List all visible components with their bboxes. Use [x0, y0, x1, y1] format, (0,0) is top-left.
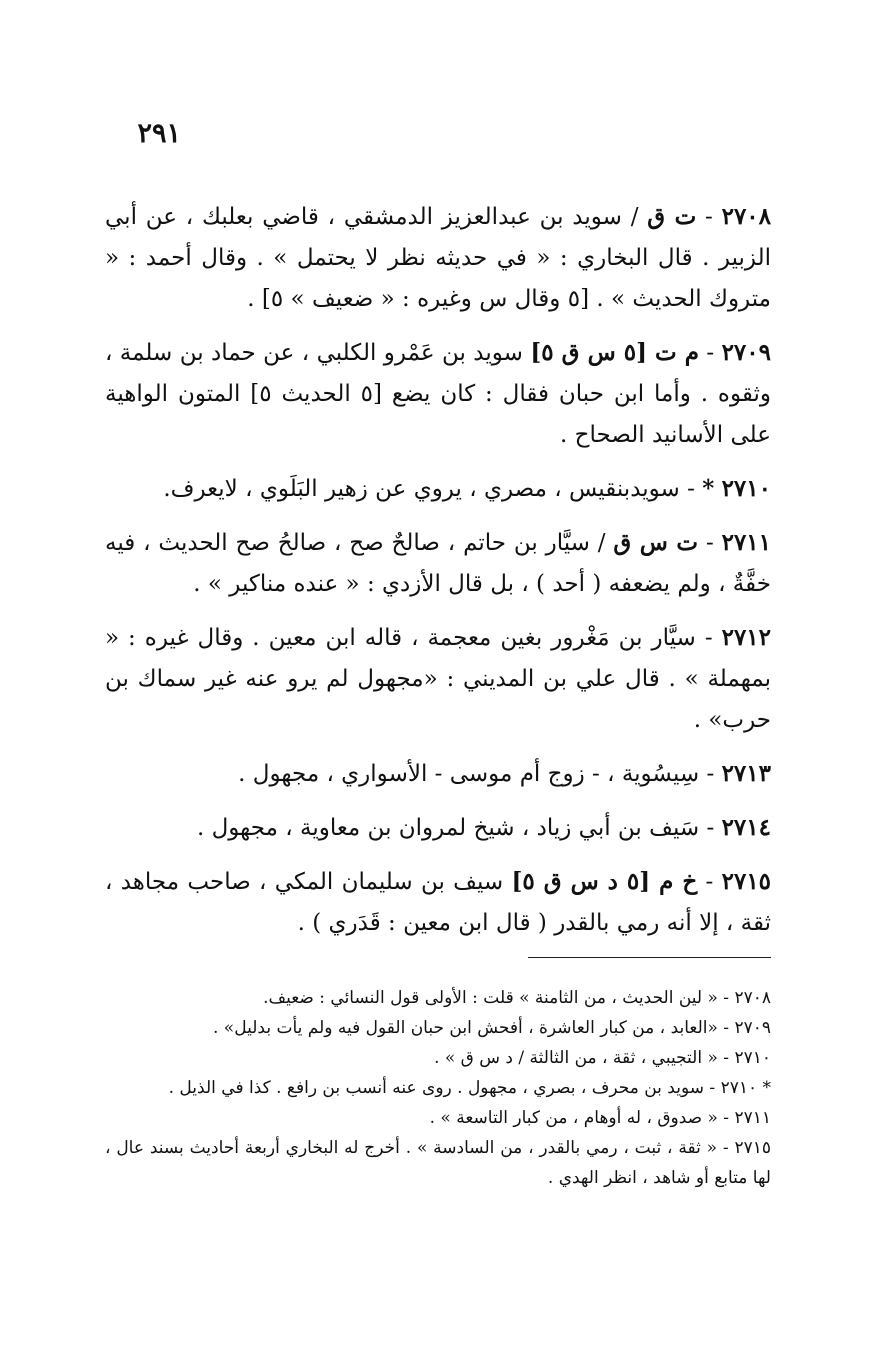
entry-2710: ٢٧١٠ * - سويدبنقيس ، مصري ، يروي عن زهير البَلَوي ، لايعرف.: [163, 475, 771, 502]
entry-number: ٢٧٠٩: [721, 339, 771, 366]
entry-code: ت س ق: [613, 529, 699, 556]
page-number: ٢٩١: [137, 118, 181, 149]
footnote-2709: ٢٧٠٩ - «العابد ، من كبار العاشرة ، أفحش ابن حبان القول فيه ولم يأت بدليل» .: [213, 1018, 771, 1038]
entry-text: سيَّار بن مَغْرور بغين معجمة ، قاله ابن معين . وقال غيره : « بمهملة » . قال علي بن المديني : «مجهول لم يرو عنه غير سماك بن حرب» .: [105, 625, 771, 733]
entry-code: خ م [٥ د س ق ٥]: [511, 868, 698, 895]
footnote-text: « ثقة ، ثبت ، رمي بالقدر ، من السادسة » . أخرج له البخاري أربعة أحاديث بسند عال ، لها متابع أو شاهد ، انظر الهدي .: [105, 1138, 771, 1188]
footnotes: [105, 983, 771, 1193]
entry-2711: ٢٧١١ - ت س ق / سيَّار بن حاتم ، صالحٌ صح ، صالحُ صح الحديث ، فيه خفَّةٌ ، ولم يضعفه ( أحد ) ، بل قال الأزدي : « عنده مناكير » .: [105, 529, 772, 597]
footnote-text: « صدوق ، له أوهام ، من كبار التاسعة » .: [429, 1108, 718, 1128]
entry-number: ٢٧٠٨: [721, 203, 772, 230]
entry-text: سيف بن سليمان المكي ، صاحب مجاهد ، ثقة ، إلا أنه رمي بالقدر ( قال ابن معين : قَدَري ) .: [105, 869, 771, 936]
entry-2715: ٢٧١٥ - خ م [٥ د س ق ٥] سيف بن سليمان المكي ، صاحب مجاهد ، ثقة ، إلا أنه رمي بالقدر ( قال ابن معين : قَدَري ) .: [105, 868, 772, 936]
entry-text: سويدبنقيس ، مصري ، يروي عن زهير البَلَوي ، لايعرف.: [163, 476, 680, 502]
entry-text: سِيسُوية ، - زوج أم موسى - الأسواري ، مجهول .: [238, 761, 700, 787]
entry-text: / سيَّار بن حاتم ، صالحٌ صح ، صالحُ صح الحديث ، فيه خفَّةٌ ، ولم يضعفه ( أحد ) ، بل قال الأزدي : « عنده مناكير » .: [105, 530, 771, 597]
footnote-number: ٢٧١٠: [734, 1048, 771, 1068]
entry-2712: ٢٧١٢ - سيَّار بن مَغْرور بغين معجمة ، قاله ابن معين . وقال غيره : « بمهملة » . قال علي بن المديني : «مجهول لم يرو عنه غير سماك بن حرب» .: [105, 624, 772, 733]
entry-code: *: [702, 475, 715, 502]
footnote-text: « التجيبي ، ثقة ، من الثالثة / د س ق » .: [434, 1048, 718, 1068]
footnote-number: * ٢٧١٠: [720, 1078, 771, 1098]
footnote-2708: ٢٧٠٨ - « لين الحديث ، من الثامنة » قلت : الأولى قول النسائي : ضعيف.: [263, 988, 771, 1008]
entry-code: م ت [٥ س ق ٥]: [530, 339, 700, 366]
entry-2709: ٢٧٠٩ - م ت [٥ س ق ٥] سويد بن عَمْرو الكلبي ، عن حماد بن سلمة ، وثقوه . وأما ابن حبان فقال : كان يضع [٥ الحديث ٥] المتون الواهية على الأسانيد الصحاح .: [105, 339, 771, 448]
footnote-number: ٢٧١٥: [734, 1138, 772, 1158]
entry-number: ٢٧١٢: [721, 624, 772, 651]
entry-code: ت ق: [647, 203, 697, 230]
entry-2708: ٢٧٠٨ - ت ق / سويد بن عبدالعزيز الدمشقي ، قاضي بعلبك ، عن أبي الزبير . قال البخاري : « في حديثه نظر لا يحتمل » . وقال أحمد : « متروك الحديث » . [٥ وقال س وغيره : « ضعيف » ٥] .: [105, 203, 772, 312]
entry-number: ٢٧١١: [721, 529, 772, 556]
footnote-text: «العابد ، من كبار العاشرة ، أفحش ابن حبان القول فيه ولم يأت بدليل» .: [213, 1018, 718, 1038]
entry-number: ٢٧١٣: [721, 760, 771, 787]
footnote-2710-star: * ٢٧١٠ - سويد بن محرف ، بصري ، مجهول . روى عنه أنسب بن رافع . كذا في الذيل .: [168, 1078, 771, 1098]
footnote-number: ٢٧٠٨: [734, 988, 771, 1008]
footnote-2715: ٢٧١٥ - « ثقة ، ثبت ، رمي بالقدر ، من السادسة » . أخرج له البخاري أربعة أحاديث بسند عال ، لها متابع أو شاهد ، انظر الهدي .: [105, 1138, 772, 1188]
entry-text: سَيف بن أبي زياد ، شيخ لمروان بن معاوية ، مجهول .: [196, 815, 700, 841]
entry-number: ٢٧١٥: [721, 868, 772, 895]
footnote-text: « لين الحديث ، من الثامنة » قلت : الأولى قول النسائي : ضعيف.: [263, 988, 718, 1008]
footnote-text: سويد بن محرف ، بصري ، مجهول . روى عنه أنسب بن رافع . كذا في الذيل .: [168, 1078, 704, 1098]
entry-2714: ٢٧١٤ - سَيف بن أبي زياد ، شيخ لمروان بن معاوية ، مجهول .: [196, 814, 771, 841]
footnote-2711: ٢٧١١ - « صدوق ، له أوهام ، من كبار التاسعة » .: [429, 1108, 771, 1128]
entry-number: ٢٧١٤: [721, 814, 771, 841]
entry-2713: ٢٧١٣ - سِيسُوية ، - زوج أم موسى - الأسواري ، مجهول .: [238, 760, 771, 787]
footnote-divider: [528, 957, 771, 958]
footnote-number: ٢٧١١: [734, 1108, 771, 1128]
main-entries: [105, 196, 771, 956]
footnote-number: ٢٧٠٩: [734, 1018, 771, 1038]
entry-number: ٢٧١٠: [721, 475, 771, 502]
entry-text: / سويد بن عبدالعزيز الدمشقي ، قاضي بعلبك ، عن أبي الزبير . قال البخاري : « في حديثه نظر لا يحتمل » . وقال أحمد : « متروك الحديث » . [٥ وقال س وغيره : « ضعيف » ٥] .: [105, 204, 771, 312]
entry-text: سويد بن عَمْرو الكلبي ، عن حماد بن سلمة ، وثقوه . وأما ابن حبان فقال : كان يضع [٥ الحديث ٥] المتون الواهية على الأسانيد الصحاح .: [105, 340, 771, 448]
footnote-2710: ٢٧١٠ - « التجيبي ، ثقة ، من الثالثة / د س ق » .: [434, 1048, 771, 1068]
